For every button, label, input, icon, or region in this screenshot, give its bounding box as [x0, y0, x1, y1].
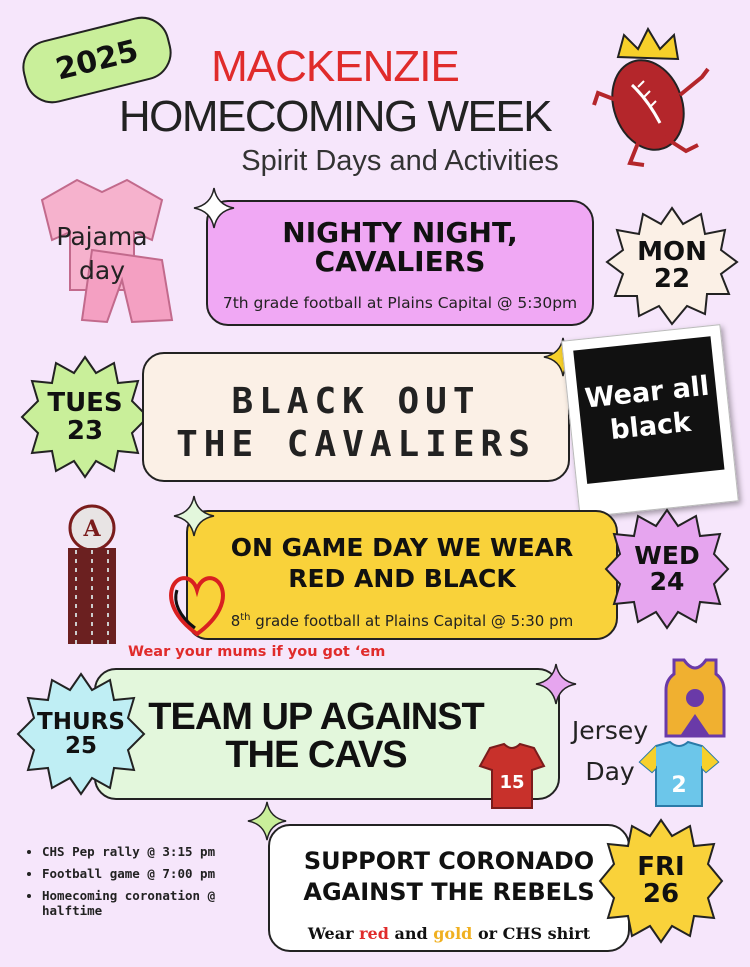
friday-title: SUPPORT CORONADO AGAINST THE REBELS: [303, 847, 595, 907]
friday-card: [268, 824, 630, 952]
sparkle-icon: [172, 494, 216, 538]
friday-shirt-note: Wear red and gold or CHS shirt: [307, 924, 591, 943]
friday-date-burst: FRI 26: [598, 818, 724, 944]
friday-events-list: [24, 844, 262, 925]
blue-jersey-icon: [638, 740, 720, 808]
thursday-side-label: Jersey Day: [571, 716, 649, 787]
wear-black-photo: Wear all black: [561, 324, 739, 518]
basketball-jersey-icon: [662, 656, 728, 740]
tuesday-date-burst: TUES 23: [20, 355, 150, 480]
event-coronation: • Homecoming coronation @ halftime: [42, 888, 262, 918]
wednesday-card: [186, 510, 618, 640]
thursday-date-burst: THURS 25: [16, 672, 146, 796]
svg-text:A: A: [83, 516, 101, 542]
year-badge-text: 2025: [52, 32, 142, 88]
tuesday-card: [142, 352, 570, 482]
mum-icon: [58, 500, 126, 648]
red-jersey-number: 15: [499, 772, 525, 793]
thursday-title: TEAM UP AGAINST THE CAVS: [148, 696, 484, 776]
wednesday-title: ON GAME DAY WE WEAR RED AND BLACK: [230, 533, 574, 594]
monday-card: [206, 200, 594, 326]
page-title: HOMECOMING WEEK: [118, 92, 552, 141]
page-subtitle: Spirit Days and Activities: [241, 145, 559, 177]
sparkle-icon: [534, 662, 578, 706]
red-jersey-icon: [476, 740, 548, 812]
monday-detail: 7th grade football at Plains Capital @ 5:30pm: [222, 294, 578, 312]
heart-icon: [165, 560, 229, 640]
tuesday-title: BLACK OUT THE CAVALIERS: [176, 381, 536, 466]
wednesday-detail: 8th grade football at Plains Capital @ 5:30 pm: [230, 612, 574, 630]
monday-title: NIGHTY NIGHT, CAVALIERS: [282, 216, 518, 279]
football-mascot-icon: [590, 25, 730, 170]
event-football-game: • Football game @ 7:00 pm: [42, 866, 262, 881]
wednesday-date-burst: WED 24: [604, 508, 730, 630]
sparkle-icon: [192, 186, 236, 230]
school-name: MACKENZIE: [211, 42, 459, 91]
mums-note: Wear your mums if you got ‘em: [128, 644, 386, 660]
blue-jersey-number: 2: [671, 773, 687, 798]
monday-side-label: Pajama day: [56, 222, 148, 285]
monday-date-burst: MON 22: [605, 206, 739, 326]
event-pep-rally: • CHS Pep rally @ 3:15 pm: [42, 844, 262, 859]
